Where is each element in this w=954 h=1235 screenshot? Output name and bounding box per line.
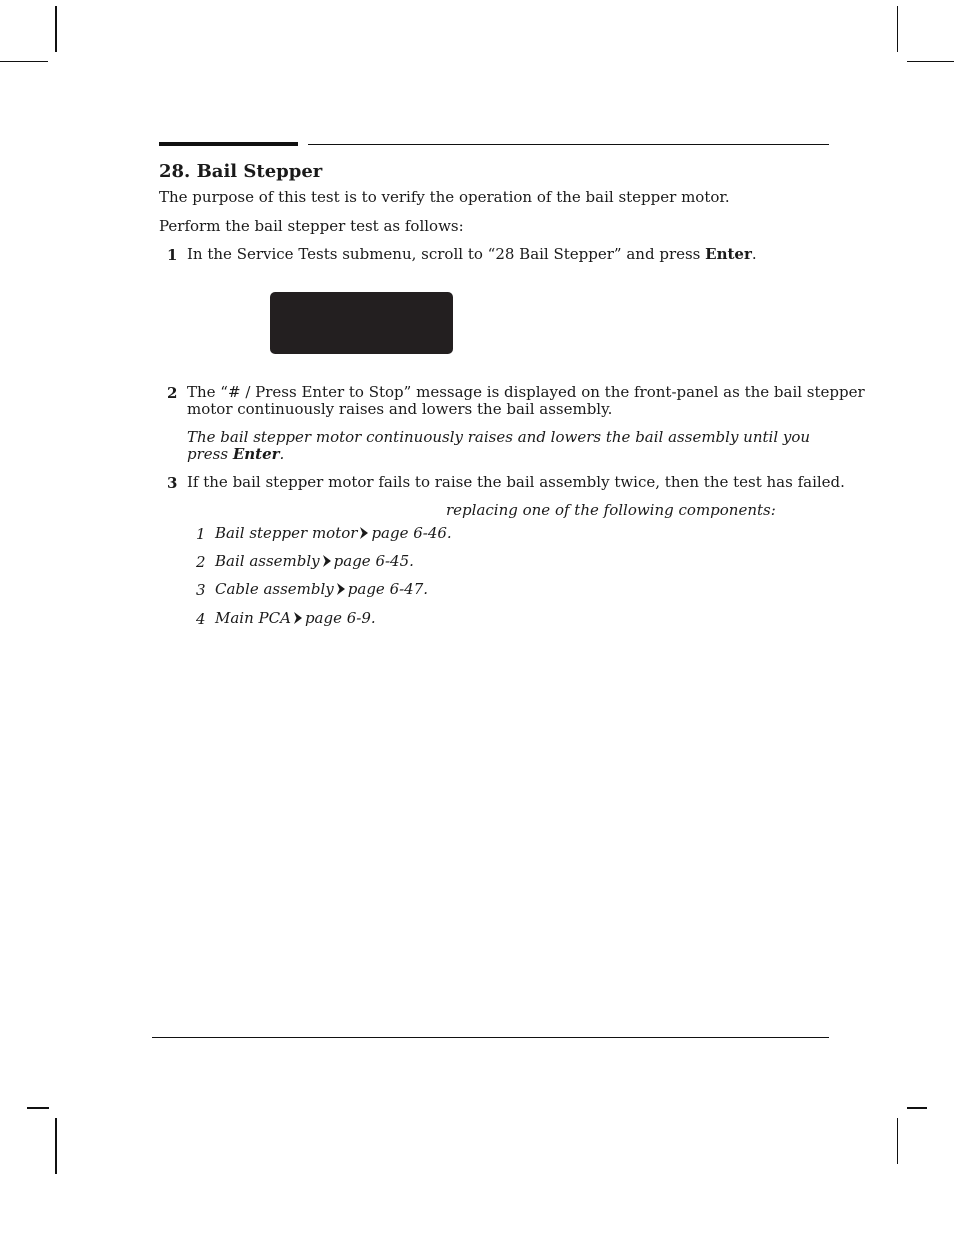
crop-mark-top-left-horizontal xyxy=(0,61,48,62)
step-3-number: 3 xyxy=(167,474,178,492)
section-title: 28. Bail Stepper xyxy=(159,161,323,182)
crop-mark-bottom-left-horizontal xyxy=(27,1107,49,1109)
page-reference-arrow-icon xyxy=(337,583,345,595)
step-2-note-line-1: The bail stepper motor continuously raises and lowers the bail assembly until you xyxy=(187,428,811,446)
crop-mark-top-right-vertical xyxy=(897,6,898,52)
page-reference-arrow-icon xyxy=(360,527,368,539)
page-reference-arrow-icon xyxy=(294,612,302,624)
step-2-line-1: The “# / Press Enter to Stop” message is displayed on the front-panel as the bail stepper xyxy=(187,383,865,401)
step-2-number: 2 xyxy=(167,384,178,402)
step-1-text: In the Service Tests submenu, scroll to “28 Bail Stepper” and press Enter. xyxy=(187,245,757,263)
lead-text: Perform the bail stepper test as follows: xyxy=(159,217,464,235)
intro-text: The purpose of this test is to verify the operation of the bail stepper motor. xyxy=(159,188,730,206)
step-2-note-line-2: press Enter. xyxy=(187,445,285,463)
step-2-line-2: motor continuously raises and lowers the bail assembly. xyxy=(187,400,613,418)
component-2-number: 2 xyxy=(196,553,206,571)
component-4-page-link[interactable]: page 6-9. xyxy=(304,609,376,627)
component-4-number: 4 xyxy=(196,610,206,628)
step-1-number: 1 xyxy=(167,246,178,264)
component-2: Bail assembly page 6-45. xyxy=(215,552,414,570)
header-rule-thick xyxy=(159,142,298,146)
header-rule-thin xyxy=(308,144,829,145)
crop-mark-top-left-vertical xyxy=(55,6,57,52)
crop-mark-bottom-right-vertical xyxy=(897,1118,898,1164)
step-3-note: replacing one of the following components: xyxy=(446,501,776,519)
step-3-text: If the bail stepper motor fails to raise the bail assembly twice, then the test has failed. xyxy=(187,473,845,491)
crop-mark-bottom-left-vertical xyxy=(55,1118,57,1174)
front-panel-display xyxy=(270,292,453,354)
component-1-number: 1 xyxy=(196,525,206,543)
component-1-page-link[interactable]: page 6-46. xyxy=(371,524,452,542)
footer-rule xyxy=(152,1037,829,1038)
component-3-number: 3 xyxy=(196,581,206,599)
page-reference-arrow-icon xyxy=(323,555,331,567)
component-2-page-link[interactable]: page 6-45. xyxy=(333,552,414,570)
crop-mark-top-right-horizontal xyxy=(907,61,954,62)
component-1: Bail stepper motor page 6-46. xyxy=(215,524,452,542)
component-4: Main PCA page 6-9. xyxy=(215,609,376,627)
component-3: Cable assembly page 6-47. xyxy=(215,580,429,598)
component-3-page-link[interactable]: page 6-47. xyxy=(347,580,429,598)
crop-mark-bottom-right-horizontal xyxy=(907,1107,927,1109)
